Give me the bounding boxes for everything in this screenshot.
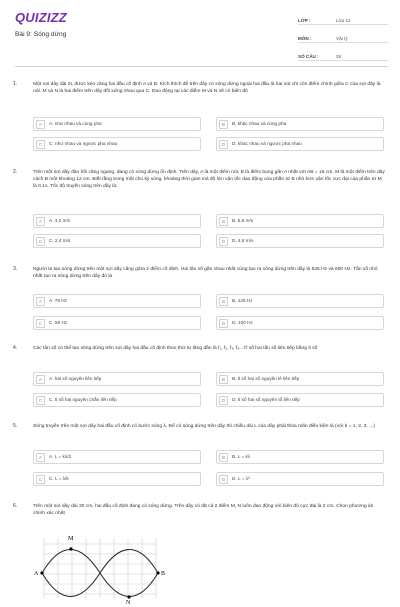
option-letter: C: [36, 319, 45, 328]
question-text: Một sợi dây dài 2L được kéo căng hai đầu cố định A và B. Kích thích để trên dây có sóng dừng ngoài hai đầu là hai nút chỉ còn điểm chính giữa C của sợi dây là nút. M và N là hai điểm trên dây đối xứng nhau qua C. Dao động tại các điểm M và N sẽ có biên độ: [33, 82, 381, 95]
meta-value: 29: [336, 54, 342, 59]
question-number: 3.: [13, 266, 18, 272]
quizizz-logo: QUIZIZZ: [15, 10, 67, 25]
option-text: A. 75 Hz: [49, 298, 67, 303]
option-a[interactable]: [33, 214, 201, 228]
option-c[interactable]: [33, 316, 201, 330]
standing-wave-svg: [30, 532, 170, 606]
option-letter: C: [36, 396, 45, 405]
meta-row-subject: [298, 29, 388, 43]
option-text: C. như nhau và ngược pha nhau: [49, 141, 118, 146]
option-a[interactable]: [33, 372, 201, 386]
option-letter: A: [36, 120, 45, 129]
option-text: B. 125 Hz: [232, 298, 253, 303]
option-c[interactable]: [33, 234, 201, 248]
option-b[interactable]: [216, 214, 384, 228]
option-b[interactable]: [216, 450, 384, 464]
option-letter: A: [36, 375, 45, 384]
grid-lines: [44, 538, 156, 598]
meta-key: SỐ CÂU :: [298, 54, 319, 59]
question-text: Sóng truyền trên một sợi dây hai đầu cố định có bước sóng λ. Để có sóng dừng trên dây thì chiều dài L của dây phải thỏa mãn điều kiện là (với k = 1, 2, 3, ...): [33, 424, 375, 429]
option-c[interactable]: [33, 137, 201, 151]
point-b: [156, 571, 159, 574]
option-text: B. khác nhau và cùng pha: [232, 121, 287, 126]
label-n: N: [126, 600, 131, 606]
option-letter: D: [219, 319, 228, 328]
option-a[interactable]: [33, 117, 201, 131]
option-letter: B: [219, 297, 228, 306]
option-text: B. tỉ số hai số nguyên lẻ liên tiếp: [232, 376, 300, 381]
point-m: [69, 547, 72, 550]
option-d[interactable]: [216, 393, 384, 407]
option-text: D. L = λ²: [232, 476, 250, 481]
option-d[interactable]: [216, 472, 384, 486]
label-b: B: [161, 571, 166, 577]
question-text: Trên một sợi dây đàn hồi căng ngang, đang có sóng dừng ổn định. Trên dây, A là một điểm nút, B là điểm bụng gần A nhất với AB = 18 cm, M là một điểm trên dây cách B một khoảng 12 cm. Biết rằng trong một chu kỳ sóng, khoảng thời gian mà độ lớn vận tốc dao động của phần tử B nhỏ hơn vận tốc cực đại của phần tử M là 0,1s. Tốc độ truyền sóng trên dây là:: [33, 170, 385, 190]
question-number: 6.: [13, 503, 18, 509]
option-text: D. 100 Hz: [232, 320, 253, 325]
option-text: D. khác nhau và ngược pha nhau: [232, 141, 302, 146]
option-text: C. 2,4 m/s: [49, 238, 71, 243]
standing-wave-diagram: [30, 532, 170, 606]
header-divider: [15, 66, 388, 67]
option-text: D. tỉ số hai số nguyên tố liên tiếp: [232, 397, 300, 402]
option-letter: A: [36, 453, 45, 462]
option-letter: B: [219, 120, 228, 129]
meta-key: MÔN :: [298, 36, 312, 41]
option-letter: C: [36, 140, 45, 149]
option-b[interactable]: [216, 372, 384, 386]
option-text: A. hai số nguyên liên tiếp: [49, 376, 102, 381]
question-number: 5.: [13, 423, 18, 429]
option-b[interactable]: [216, 117, 384, 131]
option-text: C. L = λ/k: [49, 476, 69, 481]
option-letter: C: [36, 237, 45, 246]
option-text: C. tỉ số hai nguyên chẵn liên tiếp: [49, 397, 117, 402]
page-title: Bài 9: Sóng dừng: [15, 31, 67, 38]
option-letter: D: [219, 237, 228, 246]
option-text: A. như nhau và cùng pha: [49, 121, 102, 126]
header: [0, 0, 400, 62]
meta-value: Vật lý: [336, 36, 348, 41]
option-letter: D: [219, 475, 228, 484]
option-letter: D: [219, 396, 228, 405]
label-m: M: [68, 536, 74, 542]
option-text: C. 50 Hz: [49, 320, 68, 325]
option-a[interactable]: [33, 450, 201, 464]
option-text: B. L = kλ: [232, 454, 251, 459]
option-letter: A: [36, 217, 45, 226]
option-letter: A: [36, 297, 45, 306]
option-d[interactable]: [216, 137, 384, 151]
option-text: A. 3,2 m/s: [49, 218, 71, 223]
option-text: D. 4,8 m/s: [232, 238, 254, 243]
option-b[interactable]: [216, 294, 384, 308]
question-text: Các tần số có thể tạo sóng dừng trên sợi dây hai đầu cố định theo thứ tự tăng dần là f₁, f₂, f₃, f₄...Tỉ số hai tần số liên tiếp bằng tỉ số: [33, 346, 318, 351]
question-number: 4.: [13, 345, 18, 351]
option-text: A. L = kλ/2: [49, 454, 72, 459]
point-a: [40, 571, 43, 574]
option-d[interactable]: [216, 316, 384, 330]
question-number: 1.: [13, 81, 18, 87]
option-letter: B: [219, 453, 228, 462]
option-c[interactable]: [33, 393, 201, 407]
question-number: 2.: [13, 169, 18, 175]
option-c[interactable]: [33, 472, 201, 486]
question-text: Trên một sợi dây dài 30 cm, hai đầu cố định đang có sóng dừng. Trên dây có tất cả 2 điểm M, N luôn dao động với biên độ cực đại là 2 cm. Chọn phương án chính xác nhất: [33, 504, 374, 517]
option-text: B. 5,6 m/s: [232, 218, 254, 223]
meta-key: LỚP :: [298, 18, 311, 23]
option-a[interactable]: [33, 294, 201, 308]
option-letter: B: [219, 217, 228, 226]
option-d[interactable]: [216, 234, 384, 248]
meta-row-count: [298, 47, 388, 61]
option-letter: B: [219, 375, 228, 384]
point-n: [127, 595, 130, 598]
meta-row-class: [298, 11, 388, 25]
option-letter: C: [36, 475, 45, 484]
option-letter: D: [219, 140, 228, 149]
label-a: A: [34, 571, 39, 577]
question-text: Người ta tạo sóng dừng trên một sợi dây căng giữa 2 điểm cố định. Hai tần số gần nhau nhất cùng tạo ra sóng dừng trên dây là 525 Hz và 600 Hz. Tần số nhỏ nhất tạo ra sóng dừng trên dây đó là: [33, 267, 378, 280]
meta-value: Lớp 12: [336, 18, 351, 23]
meta-info: [298, 11, 388, 65]
